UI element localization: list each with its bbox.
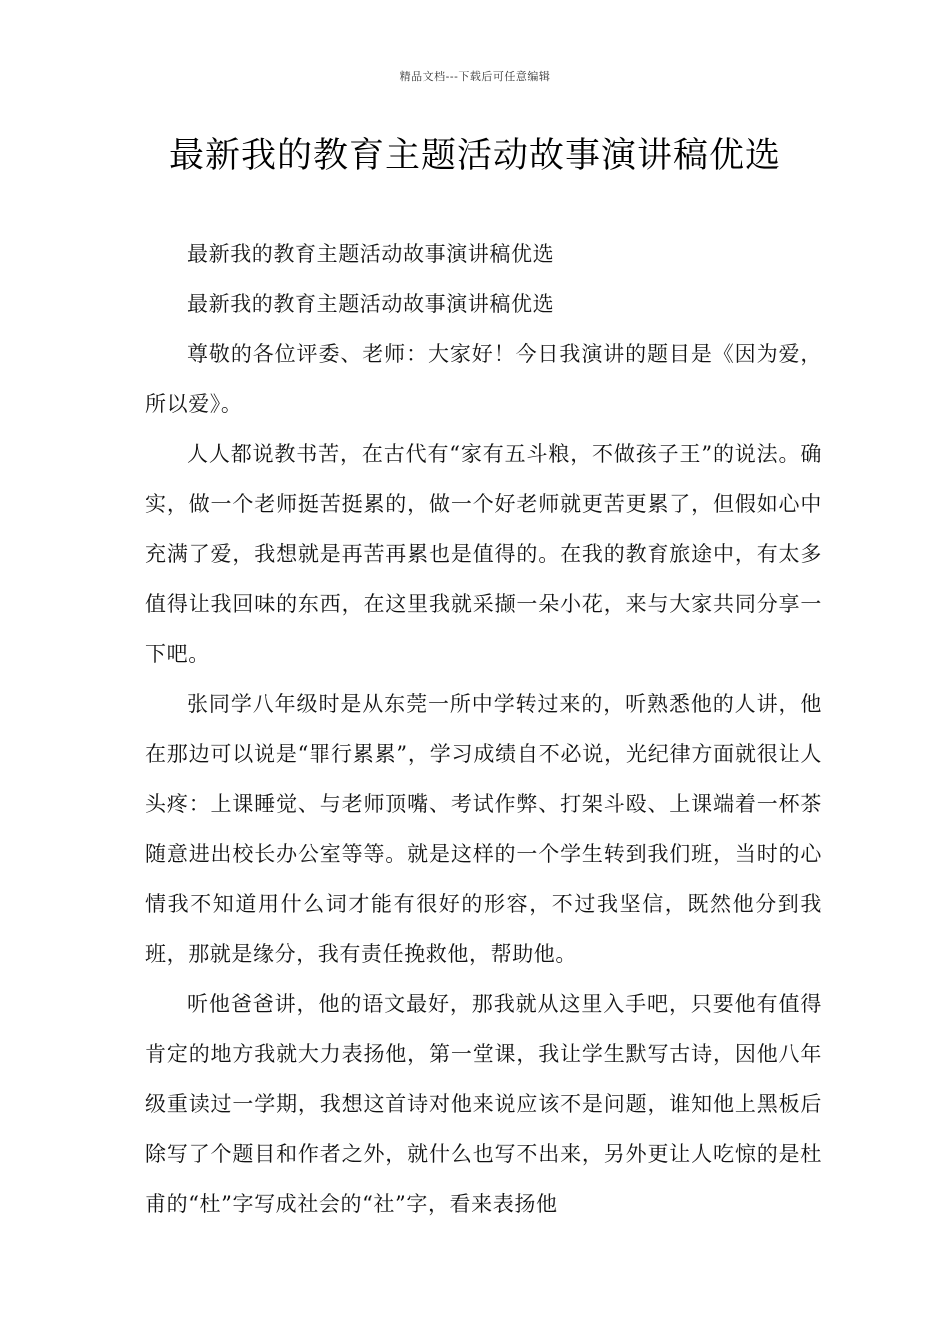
page-header-note: 精品文档---下载后可任意编辑 <box>399 70 551 83</box>
document-title: 最新我的教育主题活动故事演讲稿优选 <box>168 136 781 176</box>
paragraph-intro: 人人都说教书苦，在古代有“家有五斗粮，不做孩子王”的说法。确实，做一个老师挺苦挺累的，做一个好老师就更苦更累了，但假如心中充满了爱，我想就是再苦再累也是值得的。在我的教育旅途中，有太多值得让我回味的东西，在这里我就采撷一朵小花，来与大家共同分享一下吧。 <box>145 442 822 666</box>
paragraph-subtitle-1: 最新我的教育主题活动故事演讲稿优选 <box>187 242 555 266</box>
paragraph-subtitle-2: 最新我的教育主题活动故事演讲稿优选 <box>187 292 555 316</box>
paragraph-student-story: 张同学八年级时是从东莞一所中学转过来的，听熟悉他的人讲，他在那边可以说是“罪行累累”，学习成绩自不必说，光纪律方面就很让人头疼：上课睡觉、与老师顶嘴、考试作弊、打架斗殴、上课端着一杯茶随意进出校长办公室等等。就是这样的一个学生转到我们班，当时的心情我不知道用什么词才能有很好的形容，不过我坚信，既然他分到我班，那就是缘分，我有责任挽救他，帮助他。 <box>145 692 822 966</box>
paragraph-greeting: 尊敬的各位评委、老师：大家好！今日我演讲的题目是《因为爱，所以爱》。 <box>145 342 822 416</box>
document-body <box>145 229 822 1229</box>
paragraph-father-account: 听他爸爸讲，他的语文最好，那我就从这里入手吧，只要他有值得肯定的地方我就大力表扬他，第一堂课，我让学生默写古诗，因他八年级重读过一学期，我想这首诗对他来说应该不是问题，谁知他上黑板后除写了个题目和作者之外，就什么也写不出来，另外更让人吃惊的是杜甫的“杜”字写成社会的“社”字，看来表扬他 <box>145 992 822 1216</box>
